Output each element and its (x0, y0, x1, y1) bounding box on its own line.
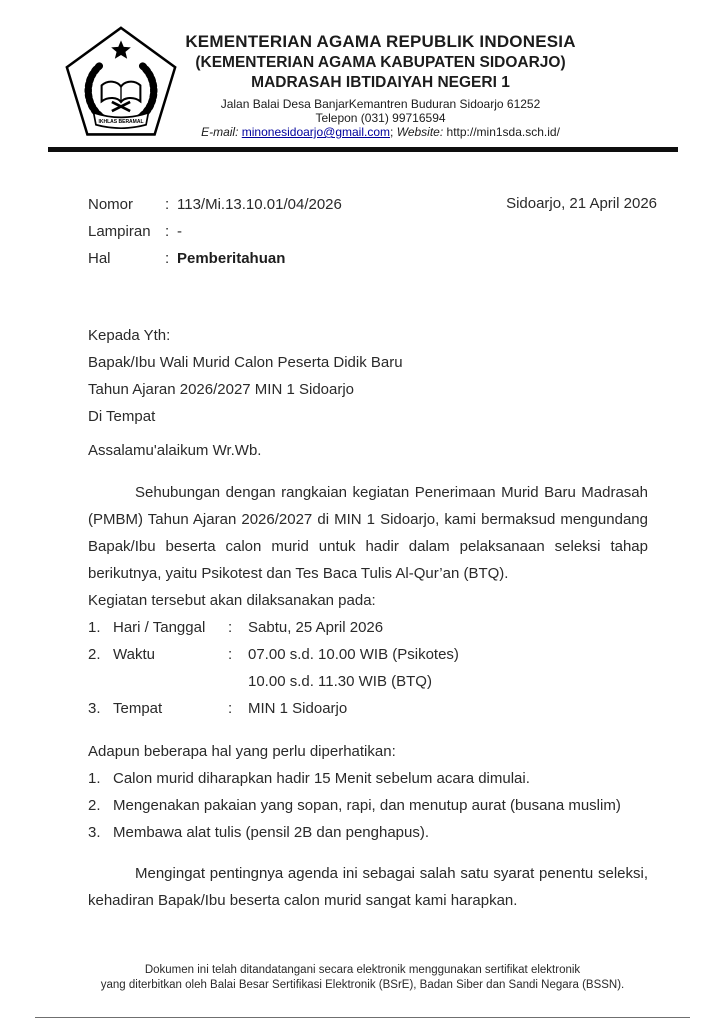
letterhead-school: MADRASAH IBTIDAIYAH NEGERI 1 (251, 74, 510, 91)
note-item (88, 819, 648, 846)
schedule-label: Waktu (113, 646, 155, 663)
meta-colon: : (165, 223, 170, 240)
website-url: http://min1sda.sch.id/ (446, 125, 560, 139)
meta-value-hal: Pemberitahuan (177, 250, 286, 267)
schedule-value: 10.00 s.d. 11.30 WIB (BTQ) (248, 673, 432, 690)
salutation: Assalamu'alaikum Wr.Wb. (88, 442, 262, 459)
letterhead (148, 31, 613, 139)
list-number: 3. (88, 700, 101, 717)
meta-row-hal (88, 250, 342, 277)
schedule-value: Sabtu, 25 April 2026 (248, 619, 384, 636)
recipient-line: Bapak/Ibu Wali Murid Calon Peserta Didik Baru (88, 354, 403, 371)
recipient-line: Kepada Yth: (88, 327, 171, 344)
schedule-intro: Kegiatan tersebut akan dilaksanakan pada: (88, 592, 376, 609)
recipient-line: Tahun Ajaran 2026/2027 MIN 1 Sidoarjo (88, 381, 355, 398)
contact-separator: ; (390, 125, 394, 139)
schedule-colon: : (228, 646, 233, 663)
schedule-item-tempat (88, 695, 648, 722)
meta-value-nomor: 113/Mi.13.10.01/04/2026 (177, 196, 342, 213)
note-item (88, 792, 648, 819)
list-number: 1. (88, 619, 101, 636)
meta-row-nomor (88, 196, 342, 223)
logo-banner-text: IKHLAS BERAMAL (98, 118, 144, 125)
meta-label: Lampiran (88, 223, 151, 240)
letterhead-phone: Telepon (031) 99716594 (315, 111, 446, 125)
electronic-signature-notice (0, 963, 725, 993)
letterhead-office: (KEMENTERIAN AGAMA KABUPATEN SIDOARJO) (195, 54, 566, 71)
schedule-item-tanggal (88, 614, 648, 641)
schedule-value: 07.00 s.d. 10.00 WIB (Psikotes) (248, 646, 459, 663)
website-label: Website: (396, 125, 444, 139)
recipient-line: Di Tempat (88, 408, 156, 425)
page-bottom-edge (35, 1017, 690, 1018)
list-number: 1. (88, 770, 101, 787)
opening-paragraph: Sehubungan dengan rangkaian kegiatan Penerimaan Murid Baru Madrasah (PMBM) Tahun Ajaran 2026/2027 di MIN 1 Sidoarjo, kami bermaksud mengundang Bapak/Ibu beserta calon murid untuk hadir dalam pelaksanaan seleksi tahap berikutnya, yaitu Psikotest dan Tes Baca Tulis Al-Qur’an (BTQ). (88, 484, 648, 582)
note-text: Mengenakan pakaian yang sopan, rapi, dan menutup aurat (busana muslim) (113, 797, 621, 814)
notes-intro: Adapun beberapa hal yang perlu diperhatikan: (88, 743, 396, 760)
letter-meta (88, 196, 342, 277)
meta-label: Nomor (88, 196, 134, 213)
schedule-value: MIN 1 Sidoarjo (248, 700, 348, 717)
meta-label: Hal (88, 250, 111, 267)
note-text: Calon murid diharapkan hadir 15 Menit sebelum acara dimulai. (113, 770, 530, 787)
recipient-block (88, 322, 403, 430)
schedule-label: Tempat (113, 700, 163, 717)
list-number: 2. (88, 646, 101, 663)
note-text: Membawa alat tulis (pensil 2B dan penghapus). (113, 824, 430, 841)
dateline: Sidoarjo, 21 April 2026 (506, 195, 657, 212)
list-number: 3. (88, 824, 101, 841)
letterhead-ministry: KEMENTERIAN AGAMA REPUBLIK INDONESIA (185, 32, 576, 51)
schedule-label: Hari / Tanggal (113, 619, 206, 636)
email-link[interactable]: minonesidoarjo@gmail.com (241, 125, 391, 139)
footer-line: Dokumen ini telah ditandatangani secara elektronik menggunakan sertifikat elektronik (144, 964, 581, 976)
letterhead-contact-line (148, 125, 613, 139)
meta-row-lampiran (88, 223, 342, 250)
footer-line: yang diterbitkan oleh Balai Besar Sertifikasi Elektronik (BSrE), Badan Siber dan Sandi Negara (BSSN). (100, 979, 625, 991)
meta-colon: : (165, 250, 170, 267)
schedule-colon: : (228, 619, 233, 636)
letterhead-address: Jalan Balai Desa BanjarKemantren Buduran Sidoarjo 61252 (220, 97, 541, 111)
letter-body (88, 479, 648, 914)
meta-value-lampiran: - (177, 223, 182, 240)
note-item (88, 765, 648, 792)
schedule-item-waktu (88, 641, 648, 695)
email-label: E-mail: (201, 125, 239, 139)
meta-colon: : (165, 196, 170, 213)
list-number: 2. (88, 797, 101, 814)
letterhead-divider (48, 147, 678, 152)
closing-paragraph: Mengingat pentingnya agenda ini sebagai salah satu syarat penentu seleksi, kehadiran Bapak/Ibu beserta calon murid sangat kami harapkan. (88, 865, 648, 909)
schedule-colon: : (228, 700, 233, 717)
